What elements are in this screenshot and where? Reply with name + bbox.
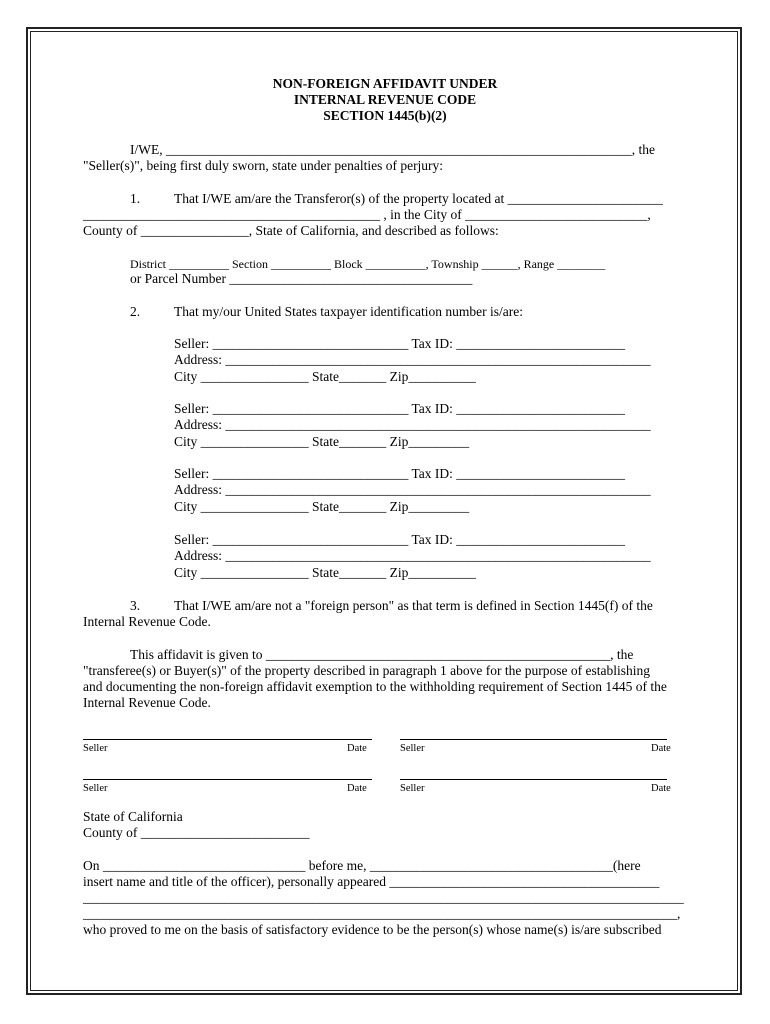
para2-number: 2. <box>130 304 141 319</box>
affidavit-given-line-3: and documenting the non-foreign affidavit exemption to the withholding requirement of Section 1445 of the <box>83 679 667 694</box>
seller-1-city-state-zip[interactable]: City ________________ State_______ Zip__________ <box>174 369 476 384</box>
seller-2-city-state-zip[interactable]: City ________________ State_______ Zip_________ <box>174 434 470 449</box>
signature-seller-label-4: Seller <box>400 783 425 794</box>
signature-date-label-4: Date <box>651 783 671 794</box>
para3-number: 3. <box>130 598 141 613</box>
seller-3-city-state-zip[interactable]: City ________________ State_______ Zip_________ <box>174 499 470 514</box>
signature-date-label-3: Date <box>347 783 367 794</box>
para1-line-1[interactable]: That I/WE am/are the Transferor(s) of the property located at _______________________ <box>174 191 663 206</box>
para1-number: 1. <box>130 191 141 206</box>
intro-line-2: "Seller(s)", being first duly sworn, state under penalties of perjury: <box>83 158 444 173</box>
intro-line-1[interactable]: I/WE, _____________________________________________________________________, the <box>130 142 655 157</box>
title-line-1: NON-FOREIGN AFFIDAVIT UNDER <box>272 76 498 91</box>
signature-line-seller-3[interactable] <box>83 779 372 780</box>
notary-state: State of California <box>83 809 183 824</box>
title-line-2: INTERNAL REVENUE CODE <box>293 92 477 107</box>
notary-line-1[interactable]: On ______________________________ before me, ____________________________________(here <box>83 858 641 873</box>
notary-line-5: who proved to me on the basis of satisfactory evidence to be the person(s) whose name(s) is/are subscribed <box>83 922 662 937</box>
parcel-number-field[interactable]: or Parcel Number ____________________________________ <box>130 271 473 286</box>
seller-3-name-taxid[interactable]: Seller: _____________________________ Tax ID: _________________________ <box>174 466 626 481</box>
seller-1-name-taxid[interactable]: Seller: _____________________________ Tax ID: _________________________ <box>174 336 626 351</box>
signature-date-label-2: Date <box>651 743 671 754</box>
para1-line-2[interactable]: ____________________________________________ , in the City of ___________________________, <box>83 207 651 222</box>
signature-line-seller-2[interactable] <box>400 739 667 740</box>
signature-seller-label-3: Seller <box>83 783 108 794</box>
seller-3-address[interactable]: Address: _______________________________________________________________ <box>174 482 651 497</box>
title-line-3: SECTION 1445(b)(2) <box>323 108 447 123</box>
affidavit-given-line-2: "transferee(s) or Buyer(s)" of the property described in paragraph 1 above for the purpose of establishing <box>83 663 650 678</box>
seller-2-address[interactable]: Address: _______________________________________________________________ <box>174 417 651 432</box>
notary-line-4[interactable]: ________________________________________________________________________________________, <box>83 906 681 921</box>
notary-line-3[interactable]: _________________________________________________________________________________________ <box>83 890 684 905</box>
para2-text: That my/our United States taxpayer identification number is/are: <box>174 304 524 319</box>
signature-seller-label-2: Seller <box>400 743 425 754</box>
seller-1-address[interactable]: Address: _______________________________________________________________ <box>174 352 651 367</box>
seller-4-city-state-zip[interactable]: City ________________ State_______ Zip__________ <box>174 565 476 580</box>
seller-4-address[interactable]: Address: _______________________________________________________________ <box>174 548 651 563</box>
notary-county-field[interactable]: County of _________________________ <box>83 825 310 840</box>
seller-4-name-taxid[interactable]: Seller: _____________________________ Tax ID: _________________________ <box>174 532 626 547</box>
notary-line-2[interactable]: insert name and title of the officer), personally appeared ________________________________________ <box>83 874 660 889</box>
affidavit-given-line-1[interactable]: This affidavit is given to ___________________________________________________, the <box>130 647 634 662</box>
signature-seller-label-1: Seller <box>83 743 108 754</box>
signature-date-label-1: Date <box>347 743 367 754</box>
seller-2-name-taxid[interactable]: Seller: _____________________________ Tax ID: _________________________ <box>174 401 626 416</box>
signature-line-seller-4[interactable] <box>400 779 667 780</box>
para3-line-1: That I/WE am/are not a "foreign person" as that term is defined in Section 1445(f) of the <box>174 598 653 613</box>
signature-line-seller-1[interactable] <box>83 739 372 740</box>
para1-line-3[interactable]: County of ________________, State of California, and described as follows: <box>83 223 499 238</box>
para3-line-2: Internal Revenue Code. <box>83 614 211 629</box>
affidavit-given-line-4: Internal Revenue Code. <box>83 695 211 710</box>
legal-description-line-1[interactable]: District __________ Section __________ Block __________, Township ______, Range ________ <box>130 257 606 271</box>
